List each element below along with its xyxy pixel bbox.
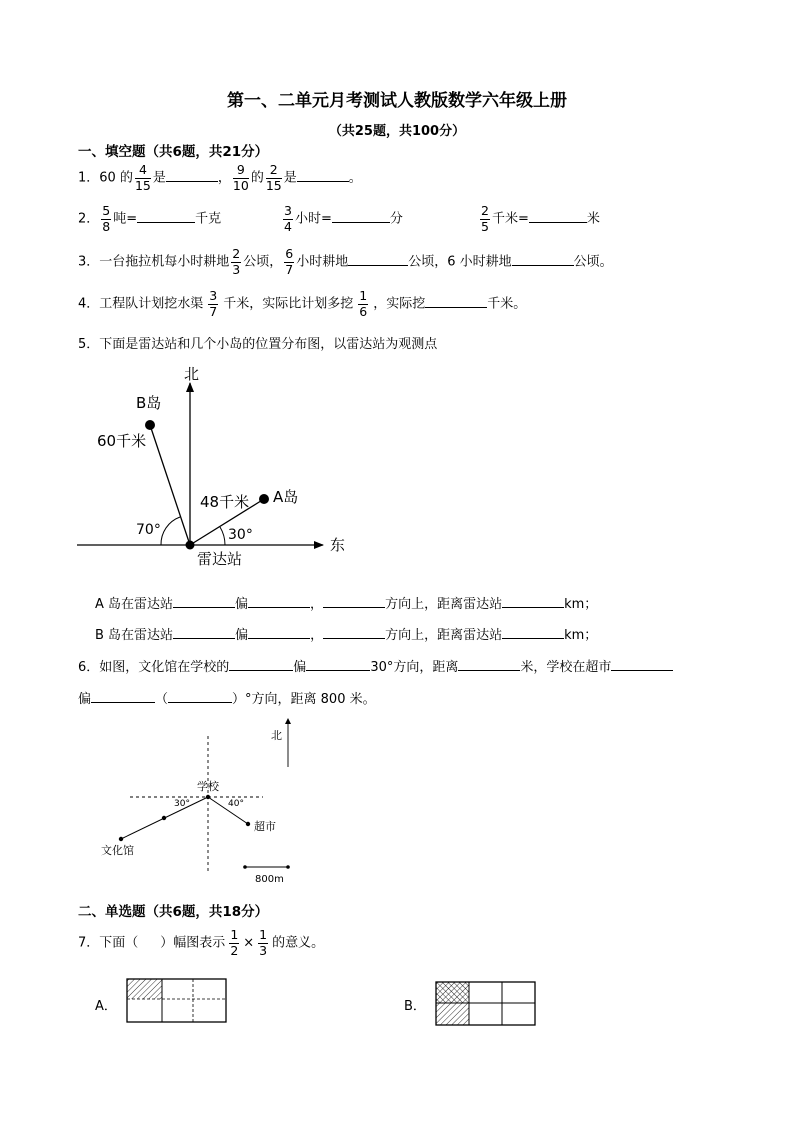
school-dot [206,795,210,799]
question-number: 1． [78,170,100,186]
b-island-dot [145,420,155,430]
supermarket-dot [246,822,250,826]
answer-blank[interactable] [323,625,385,639]
question-6: 6．如图，文化馆在学校的 偏 30°方向，距离 米，学校在超市 [78,656,673,675]
answer-blank[interactable] [502,594,564,608]
school-map-diagram [95,715,310,890]
fraction: $\frac{1}{6}$ [359,288,368,319]
answer-blank[interactable] [91,689,155,703]
question-4: 4．工程队计划挖水渠 $\frac{3}{7}$ 千米，实际比计划多挖 $\frac{1}{6}$ ，实际挖 千米。 [78,288,527,319]
answer-blank[interactable] [458,657,520,671]
angle-30-label: 30° [174,799,190,809]
fraction: $\frac{3}{4}$ [284,203,292,234]
question-1: 1．60 的 $\frac{4}{15}$ 是 ， $\frac{9}{10}$ 的 $\frac{2}{15}$ 是 。 [78,162,362,193]
scale-dot-left [243,865,247,869]
option-a-figure[interactable] [125,977,229,1025]
answer-blank[interactable] [529,209,587,223]
angle-arc-a [220,527,225,545]
a-distance-label: 48千米 [200,493,250,511]
answer-blank[interactable] [166,168,218,182]
north-label: 北 [184,365,200,383]
radar-diagram [70,355,360,580]
page-subtitle: （共25题，共100分） [328,124,466,139]
question-5: 5．下面是雷达站和几个小岛的位置分布图，以雷达站为观测点 [78,337,438,352]
answer-blank[interactable] [323,594,385,608]
b-island-label: B岛 [136,394,162,412]
answer-blank[interactable] [502,625,564,639]
radar-station-dot [186,541,195,550]
angle-30-label: 30° [228,527,253,543]
answer-blank[interactable] [173,594,235,608]
answer-blank[interactable] [168,689,232,703]
answer-blank[interactable] [248,594,310,608]
question-number: 6． [78,660,100,675]
north-label: 北 [271,729,282,742]
answer-blank[interactable] [348,252,408,266]
school-label: 学校 [197,780,219,793]
answer-blank[interactable] [611,657,673,671]
question-5-line-b: B 岛在雷达站 偏 ， 方向上，距离雷达站 km； [95,624,597,643]
scale-dot-right [286,865,290,869]
supermarket-label: 超市 [254,820,276,833]
answer-blank[interactable] [332,209,390,223]
answer-blank[interactable] [306,657,370,671]
path-dot [162,816,166,820]
question-2: 2． $\frac{5}{8}$ 吨= 千克 [78,203,222,234]
question-2-part-3: $\frac{2}{5}$ 千米= 米 [481,203,600,234]
fraction: $\frac{3}{7}$ [209,288,218,319]
culture-label: 文化馆 [101,844,134,857]
fraction: $\frac{4}{15}$ [134,162,151,193]
fraction: $\frac{6}{7}$ [285,246,294,277]
section-heading-single-choice: 二、单选题（共6题，共18分） [78,904,269,920]
a-island-dot [259,494,269,504]
question-6-line-2: 偏 （ ）°方向，距离 800 米。 [78,688,376,707]
b-distance-label: 60千米 [97,432,147,450]
option-b-label: B． [404,999,426,1014]
option-a-label: A． [95,999,117,1014]
answer-blank[interactable] [248,625,310,639]
answer-blank[interactable] [173,625,235,639]
question-number: 4． [78,296,100,312]
answer-blank[interactable] [425,294,487,308]
fraction: $\frac{1}{3}$ [259,927,268,958]
a-island-label: A岛 [273,488,299,506]
scale-label: 800m [255,874,284,885]
fraction: $\frac{2}{5}$ [481,203,489,234]
fraction: $\frac{2}{15}$ [265,162,282,193]
question-5-line-a: A 岛在雷达站 偏 ， 方向上，距离雷达站 km； [95,593,597,612]
question-2-part-2: $\frac{3}{4}$ 小时= 分 [284,203,403,234]
fraction: $\frac{9}{10}$ [232,162,249,193]
fraction: $\frac{1}{2}$ [230,927,239,958]
radar-station-label: 雷达站 [197,550,243,568]
question-number: 3． [78,254,100,270]
page-title: 第一、二单元月考测试人教版数学六年级上册 [227,91,567,111]
answer-blank[interactable] [229,657,293,671]
shaded-region [127,979,162,999]
answer-blank[interactable] [297,168,349,182]
east-label: 东 [330,536,346,554]
answer-blank[interactable] [137,209,195,223]
question-number: 5． [78,337,100,352]
angle-70-label: 70° [136,522,161,538]
fraction: $\frac{5}{8}$ [102,203,111,234]
angle-40-label: 40° [228,799,244,809]
question-3: 3．一台拖拉机每小时耕地 $\frac{2}{3}$ 公顷， $\frac{6}{7}$ 小时耕地 公顷，6 小时耕地 公顷。 [78,246,613,277]
option-b-figure[interactable] [434,980,538,1028]
fraction: $\frac{2}{3}$ [232,246,241,277]
double-shaded-region [436,982,469,1003]
answer-blank[interactable] [512,252,574,266]
angle-arc-b [161,517,180,545]
question-7: 7．下面（ ）幅图表示 $\frac{1}{2}$ × $\frac{1}{3}$ 的意义。 [78,927,325,958]
question-number: 7． [78,935,100,951]
question-number: 2． [78,211,100,227]
section-heading-fill-blank: 一、填空题（共6题，共21分） [78,144,269,160]
culture-dot [119,837,123,841]
